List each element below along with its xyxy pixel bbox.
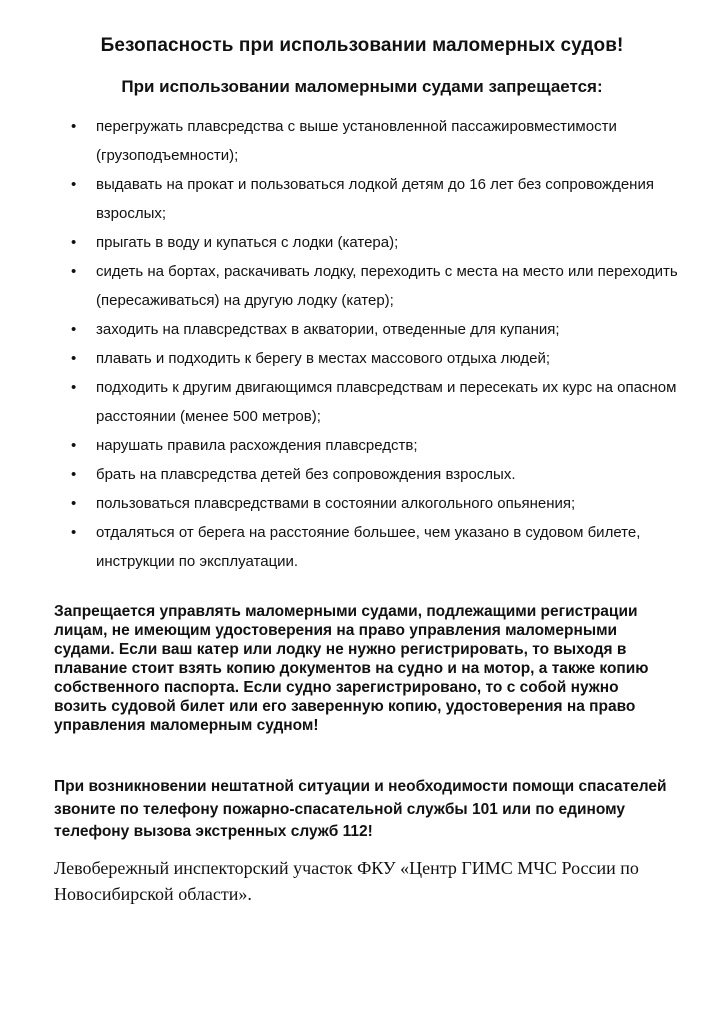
bullet-icon: • (71, 466, 77, 483)
list-item-text: отдаляться от берега на расстояние большее, чем указано в судовом билете, инструкции по эксплуатации. (96, 524, 641, 570)
list-item (64, 228, 694, 257)
list-item (64, 315, 694, 344)
list-item (64, 257, 694, 315)
list-item-text: нарушать правила расхождения плавсредств; (96, 437, 418, 454)
list-item-text: плавать и подходить к берегу в местах массового отдыха людей; (96, 350, 550, 367)
issuer-signature: Левобережный инспекторский участок ФКУ «Центр ГИМС МЧС России по Новосибирской области». (54, 858, 639, 904)
bullet-icon: • (71, 437, 77, 454)
list-item (64, 373, 694, 431)
list-item (64, 344, 694, 373)
list-item-text: перегружать плавсредства с выше установленной пассажировместимости (грузоподъемности); (96, 118, 617, 164)
bullet-icon: • (71, 263, 77, 280)
list-item-text: прыгать в воду и купаться с лодки (катера); (96, 234, 399, 251)
list-item-text: подходить к другим двигающимся плавсредствам и пересекать их курс на опасном расстоянии (менее 500 метров); (96, 379, 677, 425)
registration-warning: Запрещается управлять маломерными судами, подлежащими регистрации лицам, не имеющим удостоверения на право управления маломерными судами. Если ваш катер или лодку не нужно регистрировать, то выходя в плавание стоит взять копию документов на судно и на мотор, а также копию собственного паспорта. Если судно зарегистрировано, то с собой нужно возить судовой билет или его заверенную копию, удостоверения на право управления маломерным судном! (54, 603, 649, 734)
list-item (64, 460, 694, 489)
prohibitions-heading: При использовании маломерными судами запрещается: (121, 77, 603, 96)
bullet-icon: • (71, 321, 77, 338)
list-item-text: выдавать на прокат и пользоваться лодкой детям до 16 лет без сопровождения взрослых; (96, 176, 654, 222)
page-title: Безопасность при использовании маломерных судов! (100, 35, 624, 56)
bullet-icon: • (71, 524, 77, 541)
bullet-icon: • (71, 234, 77, 251)
list-item-text: брать на плавсредства детей без сопровождения взрослых. (96, 466, 516, 483)
list-item-text: заходить на плавсредствах в акватории, отведенные для купания; (96, 321, 560, 338)
list-item-text: сидеть на бортах, раскачивать лодку, переходить с места на место или переходить (пересаживаться) на другую лодку (катер); (96, 263, 678, 309)
list-item (64, 489, 694, 518)
prohibitions-list (64, 112, 694, 576)
emergency-contacts: При возникновении нештатной ситуации и необходимости помощи спасателей звоните по телефону пожарно-спасательной службы 101 или по единому телефону вызова экстренных служб 112! (54, 778, 667, 840)
list-item (64, 518, 694, 576)
list-item-text: пользоваться плавсредствами в состоянии алкогольного опьянения; (96, 495, 576, 512)
list-item (64, 112, 694, 170)
bullet-icon: • (71, 350, 77, 367)
bullet-icon: • (71, 118, 77, 135)
bullet-icon: • (71, 495, 77, 512)
list-item (64, 431, 694, 460)
bullet-icon: • (71, 379, 77, 396)
bullet-icon: • (71, 176, 77, 193)
list-item (64, 170, 694, 228)
